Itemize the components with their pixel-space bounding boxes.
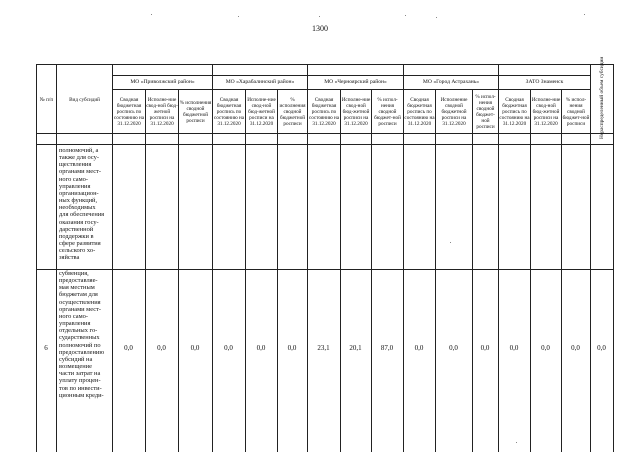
header-unallocated-volume: Нераспределенный объем субсидии bbox=[599, 56, 605, 139]
cell-budget-list: 23,1 bbox=[317, 344, 330, 352]
row-description: полномочий, а также для осу- ществления органами мест- ного само- управления организацион- ных функций, необходимых для обеспечения оказания госу- дарственной поддержки в сфере развития сельского хо- зяйства bbox=[59, 147, 105, 262]
subheader-execution: Исполне-ние свод-ной бюд-жетной росписи на 31.12.2020 bbox=[146, 96, 178, 127]
cell-percent: 0,0 bbox=[480, 344, 490, 352]
subheader-execution: Исполне-ние свод-ной бюд-жетной росписи на 31.12.2020 bbox=[341, 96, 371, 127]
subheader-percent: % испол-нения сводной бюджет-ной росписи bbox=[374, 96, 401, 127]
cell-percent: 0,0 bbox=[287, 344, 297, 352]
group-znamensk: ЗАТО Знаменск bbox=[525, 79, 564, 85]
cell-percent: 0,0 bbox=[190, 344, 200, 352]
cell-unallocated: 0,0 bbox=[597, 344, 606, 352]
subheader-budget-list: Сводная бюджетная роспись по состоянию на 31.12.2020 bbox=[308, 96, 340, 127]
cell-budget-list: 0,0 bbox=[224, 344, 233, 352]
group-chernoyarsky: МО «Черноярский район» bbox=[324, 79, 387, 85]
subheader-percent: % исполнения сводной бюджетной росписи bbox=[179, 99, 212, 124]
cell-execution: 0,0 bbox=[157, 344, 166, 352]
cell-budget-list: 0,0 bbox=[414, 344, 424, 352]
header-subsidy-type: Вид субсидий bbox=[69, 97, 100, 103]
subheader-percent: % испол-нения сводной бюджет-ной росписи bbox=[562, 96, 590, 127]
subheader-budget-list: Сводная бюджетная роспись по состоянию на 31.12.2020 bbox=[113, 96, 145, 127]
group-privolzhsky: МО «Приволжский район» bbox=[130, 79, 195, 85]
cell-execution: 0,0 bbox=[541, 344, 550, 352]
cell-percent: 87,0 bbox=[380, 344, 394, 352]
cell-percent: 0,0 bbox=[571, 344, 580, 352]
page-number: 1300 bbox=[312, 24, 328, 33]
cell-budget-list: 0,0 bbox=[509, 344, 519, 352]
row-number: 6 bbox=[44, 344, 48, 352]
header-number: № п/п bbox=[39, 97, 54, 103]
cell-budget-list: 0,0 bbox=[124, 344, 133, 352]
row-description: субвенция, предоставляе- мая местным бюджетам для осуществления органами мест- ного само- управления отдельных го- сударственных полномочий по предоставлению субсидий на возмещение части затрат на уплату процен- тов по инвести- ционным креди- bbox=[59, 270, 105, 399]
cell-execution: 0,0 bbox=[449, 344, 458, 352]
group-astrakhan: МО «Город Астрахань» bbox=[422, 79, 480, 85]
subheader-budget-list: Сводная бюджетная роспись по состоянию на 31.12.2020 bbox=[213, 96, 245, 127]
subheader-execution: Исполне-ние свод-ной бюд-жетной росписи на 31.12.2020 bbox=[531, 96, 561, 127]
subheader-percent: % исполнения сводной бюджетной росписи bbox=[279, 96, 306, 127]
subheader-budget-list: Сводная бюджетная роспись по состоянию на 31.12.2020 bbox=[499, 96, 530, 127]
subheader-budget-list: Сводная бюджетная роспись по состоянию на 31.12.2020 bbox=[404, 96, 435, 127]
subheader-execution: Исполне-ние свод-ной бюд-жетной росписи на 31.12.2020 bbox=[247, 96, 276, 127]
subheader-execution: Исполнение сводной бюджетной росписи на 31.12.2020 bbox=[440, 96, 468, 127]
subheader-percent: % испол-нения сводной бюджет-ной росписи bbox=[475, 93, 496, 130]
cell-execution: 0,0 bbox=[256, 344, 266, 352]
group-kharabalinsky: МО «Харабалинский район» bbox=[225, 79, 295, 85]
cell-execution: 20,1 bbox=[349, 344, 362, 352]
